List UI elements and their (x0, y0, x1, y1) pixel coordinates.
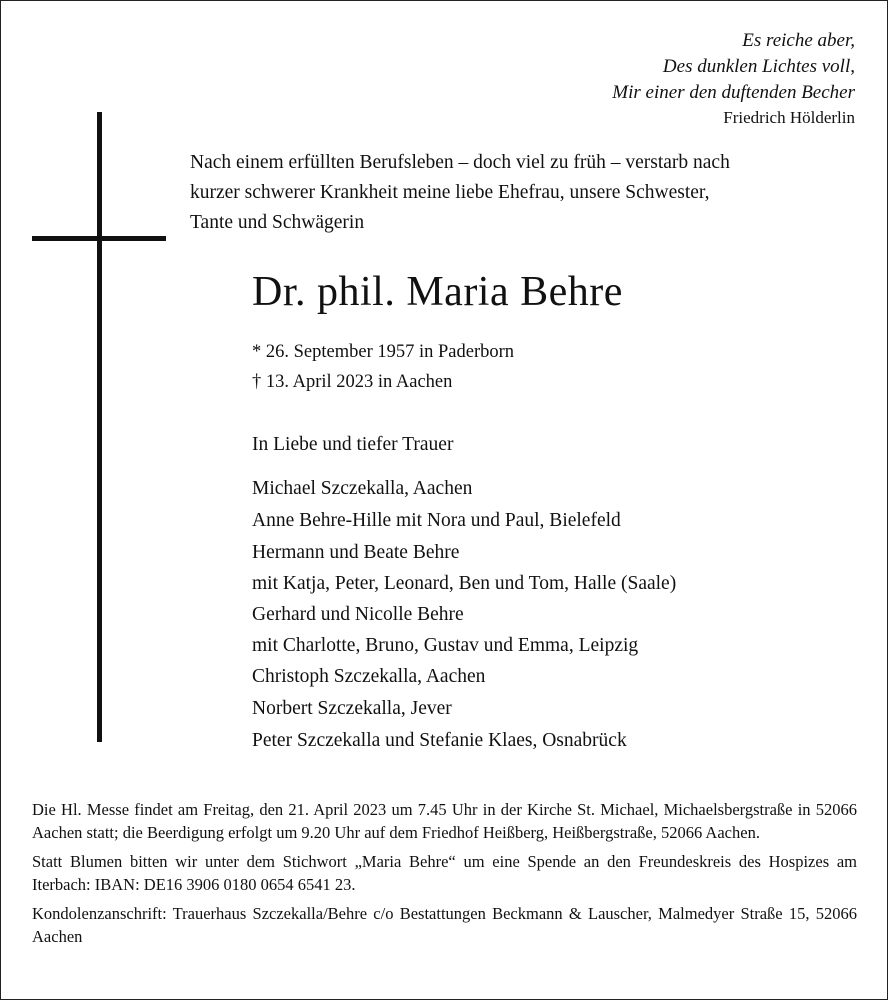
condolence-address: Kondolenzanschrift: Trauerhaus Szczekalla/Behre c/o Bestattungen Beckmann & Lauscher, Malmedyer Straße 15, 52066 Aachen (32, 904, 857, 946)
poem-quote (612, 28, 855, 130)
intro-text (190, 148, 860, 238)
mourners-list (252, 473, 676, 757)
cross-icon-horizontal (32, 236, 166, 241)
mourner-entry: Norbert Szczekalla, Jever (252, 698, 452, 719)
intro-line: kurzer schwerer Krankheit meine liebe Ehefrau, unsere Schwester, (190, 182, 710, 203)
poem-line: Des dunklen Lichtes voll, (662, 56, 855, 77)
mourner-entry: Peter Szczekalla und Stefanie Klaes, Osnabrück (252, 730, 627, 751)
mourner-entry (252, 599, 676, 661)
poem-line: Mir einer den duftenden Becher (612, 82, 855, 103)
intro-line: Tante und Schwägerin (190, 212, 365, 233)
mass-notice: Die Hl. Messe findet am Freitag, den 21. April 2023 um 7.45 Uhr in der Kirche St. Michael, Michaelsbergstraße in 52066 Aachen statt; die Beerdigung erfolgt um 9.20 Uhr auf dem Friedhof Heißberg, Heißbergstraße, 52066 Aachen. (32, 800, 857, 842)
mourner-name: Hermann und Beate Behre (252, 542, 460, 563)
mourning-phrase: In Liebe und tiefer Trauer (252, 434, 454, 455)
mourner-entry: Michael Szczekalla, Aachen (252, 478, 473, 499)
poem-line: Es reiche aber, (742, 30, 855, 51)
mourner-entry: Anne Behre-Hille mit Nora und Paul, Bielefeld (252, 510, 621, 531)
donation-notice: Statt Blumen bitten wir unter dem Stichwort „Maria Behre“ um eine Spende an den Freundeskreis des Hospizes am Iterbach: IBAN: DE16 3906 0180 0654 6541 23. (32, 852, 857, 894)
cross-icon-vertical (97, 112, 102, 742)
death-date: † 13. April 2023 in Aachen (252, 372, 453, 392)
deceased-name: Dr. phil. Maria Behre (252, 269, 623, 315)
birth-date: * 26. September 1957 in Paderborn (252, 342, 515, 362)
mourner-entry (252, 537, 676, 599)
mourner-name: Gerhard und Nicolle Behre (252, 604, 464, 625)
intro-line: Nach einem erfüllten Berufsleben – doch viel zu früh – verstarb nach (190, 152, 730, 173)
poem-author: Friedrich Hölderlin (723, 108, 855, 127)
life-dates (252, 337, 514, 397)
mourner-family: mit Katja, Peter, Leonard, Ben und Tom, Halle (Saale) (252, 573, 677, 594)
mourner-family: mit Charlotte, Bruno, Gustav und Emma, Leipzig (252, 635, 639, 656)
mourner-entry: Christoph Szczekalla, Aachen (252, 666, 486, 687)
funeral-notices (32, 798, 857, 954)
